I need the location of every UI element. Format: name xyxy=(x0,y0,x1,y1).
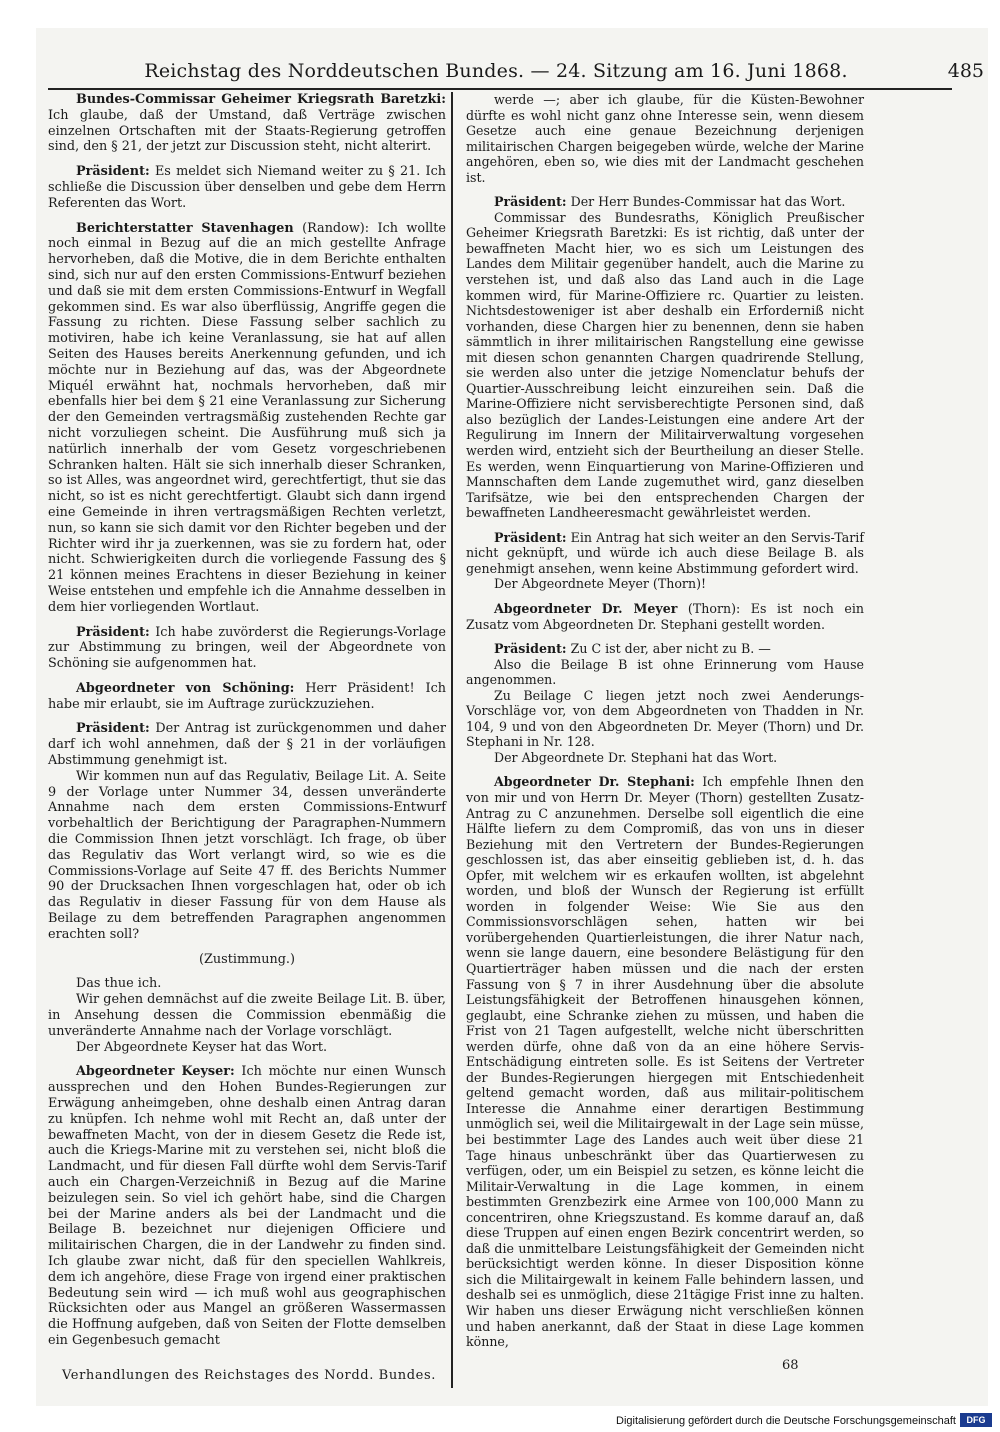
paragraph-text: Ich habe zuvörderst die Regierungs-Vorlage zur Abstimmung zu bringen, weil der Abgeordnete von Schöning sie aufgenommen hat. xyxy=(48,624,446,672)
signature-mark: 68 xyxy=(782,1358,799,1373)
paragraph-text: Der Abgeordnete Dr. Stephani hat das Wort. xyxy=(494,749,778,765)
paragraph-text: Ich glaube, daß der Umstand, daß Verträge zwischen einzelnen Ortschaften mit der Staats-Regierung getroffen sind, den § 21, der jetzt zur Discussion steht, nicht alterirt. xyxy=(48,107,446,155)
paragraph xyxy=(466,576,864,592)
paragraph xyxy=(466,601,864,632)
column-rule xyxy=(451,92,453,1388)
paragraph xyxy=(48,992,446,1039)
paragraph-text: werde —; aber ich glaube, für die Küsten-Bewohner dürfte es wohl nicht ganz ohne Interesse sein, wenn diesem Gesetze auch eine genaue Bezeichnung derjenigen militairischen Chargen beigegeben würde, welche der Marine angehören, eben so, wie dies mit der Landmacht geschehen ist. xyxy=(466,92,864,185)
speaker-name: Präsident: xyxy=(76,164,150,180)
paragraph xyxy=(466,657,864,688)
right-column xyxy=(466,92,864,1350)
paragraph-text: Commissar des Bundesraths, Königlich Preußischer Geheimer Kriegsrath Baretzki: Es ist richtig, daß unter der bewaffneten Macht hier, wo es sich um Leistungen des Landes dem Militair gegenüber handelt, auch die Marine zu verstehen ist, und daß also das Land auch in die Lage kommen wird, für Marine-Offiziere rc. Quartier zu leisten. Nichtsdestoweniger ist aber deshalb ein Erforderniß nicht vorhanden, diese Chargen hier zu benennen, denn sie haben sämmtlich in ihrer militairischen Rangstellung eine gewisse mit diesen schon genannten Chargen quadrirende Stellung, sie werden also unter die jetzige Nomenclatur behufs der Quartier-Ausschreibung leicht einzureihen sein. Daß die Marine-Offiziere nicht servisberechtigte Personen sind, daß also bezüglich der Landes-Leistungen eine andere Art der Regulirung im Innern der Militairverwaltung vorgesehen werden wird, entzieht sich der Beurtheilung an dieser Stelle. Es werden, wenn Einquartierung von Marine-Offizieren und Mannschaften dem Lande zugemuthet wird, ganz dieselben Tarifsätze, wie bei den entsprechenden Chargen der bewaffneten Landheeresmacht gewährleistet werden. xyxy=(466,209,864,521)
paragraph xyxy=(466,210,864,521)
left-column xyxy=(48,92,446,1349)
speaker-name: Abgeordneter Keyser: xyxy=(76,1064,235,1080)
speaker-name: Präsident: xyxy=(494,194,567,210)
paragraph-text: Also die Beilage B ist ohne Erinnerung vom Hause angenommen. xyxy=(466,656,864,688)
paragraph-text: Der Abgeordnete Keyser hat das Wort. xyxy=(76,1039,328,1055)
speaker-name: Abgeordneter Dr. Meyer xyxy=(494,600,678,616)
paragraph-text: Zu C ist der, aber nicht zu B. — xyxy=(566,641,771,657)
paragraph xyxy=(48,625,446,672)
speaker-name: Präsident: xyxy=(494,529,567,545)
dfg-credit: Digitalisierung gefördert durch die Deutsche Forschungsgemeinschaft xyxy=(616,1415,956,1427)
paragraph-text: Der Herr Bundes-Commissar hat das Wort. xyxy=(566,194,846,210)
page-header xyxy=(36,58,988,88)
paragraph-text: Wir kommen nun auf das Regulativ, Beilage Lit. A. Seite 9 der Vorlage unter Nummer 34, dessen unveränderte Annahme nach dem ersten Commissions-Entwurf vorbehaltlich der Berichtigung der Paragraphen-Nummern die Commission Ihnen jetzt vorschlägt. Ich frage, ob über das Regulativ das Wort verlangt wird, so wie es die Commissions-Vorlage auf Seite 47 ff. des Berichts Nummer 90 der Drucksachen Ihnen vorgeschlagen hat, oder ob ich das Regulativ in dieser Fassung für von dem Hause als Beilage zu dem betreffenden Paragraphen angenommen erachten soll? xyxy=(48,768,446,942)
speaker-name: Abgeordneter Dr. Stephani: xyxy=(494,774,695,790)
running-head: Reichstag des Norddeutschen Bundes. — 24. Sitzung am 16. Juni 1868. xyxy=(144,60,848,82)
paragraph xyxy=(466,530,864,577)
paragraph-text: Der Abgeordnete Meyer (Thorn)! xyxy=(494,576,707,592)
page-number: 485 xyxy=(947,60,984,82)
paragraph-text: Ich empfehle Ihnen den von mir und von Herrn Dr. Meyer (Thorn) gestellten Zusatz-Antrag zu C anzunehmen. Derselbe soll eigentlich die eine Hälfte liefern zu dem Compromiß, das von uns in dieser Beziehung mit den Vertretern der Bundes-Regierungen geschlossen ist, das aber einseitig geblieben ist, d. h. das Opfer, mit welchem wir es erkaufen wollten, ist abgelehnt worden, und bloß der Wunsch der Regierung ist erfüllt worden in folgender Weise: Wie Sie aus den Commissionsvorschlägen sehen, hatten wir bei vorübergehenden Quartierleistungen, die ihrer Natur nach, wenn sie lange dauern, eine besondere Belästigung für den Quartierträger haben müssen und die nach der ersten Fassung von § 7 in ihrer Ausdehnung über die absolute Leistungsfähigkeit der Betroffenen hinausgehen können, geglaubt, eine Schranke ziehen zu müssen, und haben die Frist von 21 Tagen aufgestellt, welche nicht überschritten werden dürfe, ohne daß von da an eine höhere Servis-Entschädigung eintreten solle. Es ist Seitens der Vertreter der Bundes-Regierungen hiergegen mit Entschiedenheit geltend gemacht worden, daß aus militair-politischem Interesse die Annahme einer derartigen Bestimmung unmöglich sei, weil die Militairgewalt in der Lage sein müsse, bei bestimmter Lage des Landes auch weit über diese 21 Tage hinaus unbeschränkt über das Quartierwesen zu verfügen, oder, um ein Beispiel zu setzen, es könne leicht die Militair-Verwaltung in die Lage kommen, in einem bestimmten Grenzbezirk eine Armee von 100,000 Mann zu concentriren, ohne Kriegszustand. Es komme darauf an, daß diese Truppen auf einen engen Bezirk concentrirt werden, so daß die unmittelbare Leistungsfähigkeit der Gemeinden nicht berücksichtigt werden könne. In dieser Disposition könne sich die Militairgewalt in keinem Falle behindern lassen, und deshalb sei es unmöglich, diese 21tägige Frist inne zu halten. Wir haben uns dieser Erwägung nicht verschließen können und haben anerkannt, daß der Staat in diese Lage kommen könne, xyxy=(466,774,865,1350)
speaker-name: Abgeordneter von Schöning: xyxy=(76,680,295,696)
paragraph-text: Ich möchte nur einen Wunsch aussprechen und den Hohen Bundes-Regierungen zur Erwägung anheimgeben, ohne deshalb einen Antrag daran zu knüpfen. Ich nehme wohl mit Recht an, daß unter der bewaffneten Macht, von der in diesem Gesetz die Rede ist, auch die Kriegs-Marine mit zu verstehen sei, nicht bloß die Landmacht, und für diesen Fall dürfte wohl dem Servis-Tarif auch ein Chargen-Verzeichniß in Bezug auf die Marine beizulegen sein. So viel ich gehört habe, sind die Chargen bei der Marine anders als bei der Landmacht und die Beilage B. bezeichnet nur diejenigen Officiere und militairischen Chargen, die in der Landwehr zu finden sind. Ich glaube zwar nicht, daß für den speciellen Wahlkreis, dem ich angehöre, diese Frage von irgend einer praktischen Bedeutung sein wird — ich muß wohl aus geographischen Rücksichten oder aus Mangel an größeren Wassermassen die Hoffnung aufgeben, daß von Seiten der Flotte demselben ein Gegenbesuch gemacht xyxy=(48,1064,446,1348)
paragraph xyxy=(48,221,446,616)
paragraph xyxy=(466,750,864,766)
dfg-logo: DFG xyxy=(960,1413,992,1427)
speaker-name: Berichterstatter Stavenhagen xyxy=(76,220,294,236)
paragraph xyxy=(48,164,446,211)
paragraph xyxy=(466,194,864,210)
paragraph-text: Herr Präsident! Ich habe mir erlaubt, sie im Auftrage zurückzuziehen. xyxy=(48,680,446,712)
footer-publication: Verhandlungen des Reichstages des Nordd. Bundes. xyxy=(62,1368,436,1383)
paragraph-text: Das thue ich. xyxy=(76,976,162,992)
paragraph xyxy=(48,769,446,943)
stage-direction: (Zustimmung.) xyxy=(199,951,295,967)
paragraph xyxy=(466,774,864,1349)
paragraph-text: Der Antrag ist zurückgenommen und daher darf ich wohl annehmen, daß der § 21 in der vorläufigen Abstimmung genehmigt ist. xyxy=(48,721,446,769)
paragraph xyxy=(48,1064,446,1348)
paragraph xyxy=(466,92,864,185)
paragraph-text: Wir gehen demnächst auf die zweite Beilage Lit. B. über, in Ansehung dessen die Commission ebenmäßig die unveränderte Annahme nach der Vorlage vorschlägt. xyxy=(48,992,446,1039)
paragraph xyxy=(466,641,864,657)
paragraph xyxy=(48,681,446,713)
paragraph xyxy=(48,1040,446,1056)
paragraph-text: (Thorn): Es ist noch ein Zusatz vom Abgeordneten Dr. Stephani gestellt worden. xyxy=(466,600,865,632)
speaker-name: Bundes-Commissar Geheimer Kriegsrath Baretzki: xyxy=(76,92,446,107)
speaker-name: Präsident: xyxy=(494,641,567,657)
speaker-name: Präsident: xyxy=(76,624,150,640)
paragraph xyxy=(48,92,446,155)
paragraph-text: Ein Antrag hat sich weiter an den Servis-Tarif nicht geknüpft, und würde ich auch diese Beilage B. als genehmigt ansehen, wenn keine Abstimmung gefordert wird. xyxy=(466,529,864,576)
paragraph-text: Es meldet sich Niemand weiter zu § 21. Ich schließe die Discussion über denselben und gebe dem Herrn Referenten das Wort. xyxy=(48,164,446,211)
header-rule xyxy=(48,88,952,90)
paragraph xyxy=(48,976,446,992)
paragraph-text: (Randow): Ich wollte noch einmal in Bezug auf die an mich gestellte Anfrage hervorheben, daß die Motive, die in dem Berichte enthalten sind, sich nur auf den ersten Commissions-Entwurf beziehen und daß sie mit dem ersten Commissions-Entwurf in Wegfall gekommen sind. Es war also überflüssig, Angriffe gegen die Fassung zu richten. Diese Fassung selber sachlich zu motiviren, habe ich keine Veranlassung, sie hat auf allen Seiten des Hauses bereits Anerkennung gefunden, und ich möchte nur in Beziehung auf das, was der Abgeordnete Miquél erwähnt hat, nochmals hervorheben, daß mir ebenfalls hier bei dem § 21 eine Veranlassung zur Sicherung der den Gemeinden vertragsmäßig zustehenden Rechte gar nicht vorzuliegen scheint. Die Ausführung muß sich ja natürlich innerhalb der vom Gesetz vorgeschriebenen Schranken halten. Hält sie sich innerhalb dieser Schranken, so ist Alles, was angeordnet wird, gerechtfertigt, thut sie das nicht, so ist es nicht gerechtfertigt. Glaubt sich dann irgend eine Gemeinde in ihren vertragsmäßigen Rechten verletzt, nun, so kann sie sich damit vor den Richter begeben und der Richter wird ihr ja zuerkennen, was sie zu fordern hat, oder nicht. Schwierigkeiten durch die vorliegende Fassung des § 21 können meines Erachtens in dieser Beziehung in keiner Weise entstehen und empfehle ich die Annahme desselben in dem hier vorliegenden Wortlaut. xyxy=(48,220,446,615)
speaker-name: Präsident: xyxy=(76,721,150,737)
paragraph xyxy=(466,688,864,750)
paragraph xyxy=(48,721,446,768)
paragraph-text: Zu Beilage C liegen jetzt noch zwei Aenderungs-Vorschläge vor, von dem Abgeordneten von Thadden in Nr. 104, 9 und von den Abgeordneten Dr. Meyer (Thorn) und Dr. Stephani in Nr. 128. xyxy=(466,687,864,750)
